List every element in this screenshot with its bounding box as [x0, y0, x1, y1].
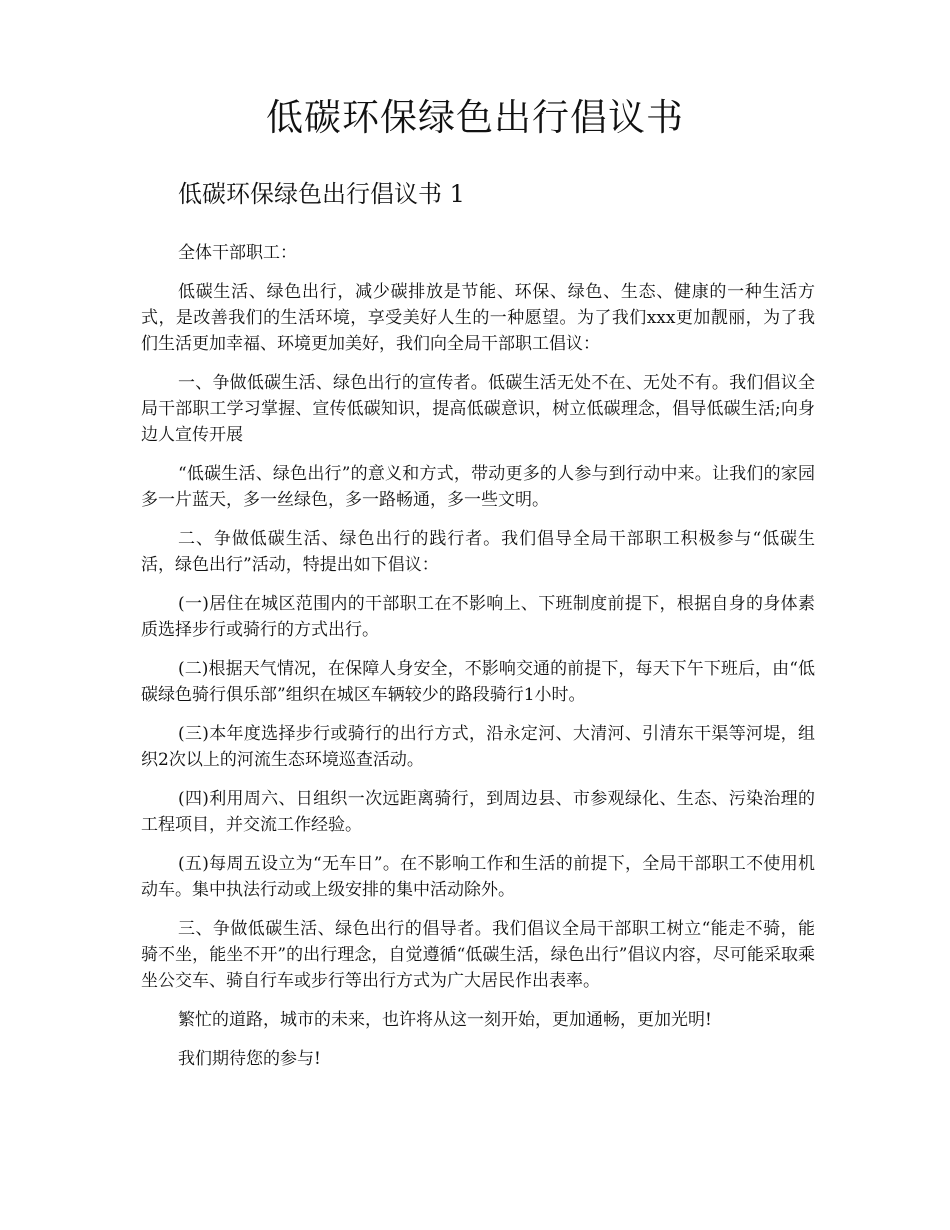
body-paragraph: 低碳生活、绿色出行，减少碳排放是节能、环保、绿色、生态、健康的一种生活方式，是改善我们的生活环境，享受美好人生的一种愿望。为了我们xxx更加靓丽，为了我们生活更加幸福、环境更加美好，我们向全局干部职工倡议：	[141, 282, 815, 354]
proposal-item: (四)利用周六、日组织一次远距离骑行，到周边县、市参观绿化、生态、污染治理的工程项目，并交流工作经验。	[141, 789, 815, 835]
body-paragraph: 一、争做低碳生活、绿色出行的宣传者。低碳生活无处不在、无处不有。我们倡议全局干部职工学习掌握、宣传低碳知识，提高低碳意识，树立低碳理念，倡导低碳生活;向身边人宣传开展	[141, 373, 815, 445]
document-title: 低碳环保绿色出行倡议书	[266, 96, 684, 139]
proposal-item: (二)根据天气情况，在保障人身安全，不影响交通的前提下，每天下午下班后，由“低碳绿色骑行俱乐部”组织在城区车辆较少的路段骑行1小时。	[141, 659, 815, 705]
body-paragraph: “低碳生活、绿色出行”的意义和方式，带动更多的人参与到行动中来。让我们的家园多一片蓝天，多一丝绿色，多一路畅通，多一些文明。	[141, 464, 815, 510]
proposal-item: (一)居住在城区范围内的干部职工在不影响上、下班制度前提下，根据自身的身体素质选择步行或骑行的方式出行。	[141, 594, 815, 640]
body-paragraph: 三、争做低碳生活、绿色出行的倡导者。我们倡议全局干部职工树立“能走不骑，能骑不坐，能坐不开”的出行理念，自觉遵循“低碳生活，绿色出行”倡议内容，尽可能采取乘坐公交车、骑自行车或步行等出行方式为广大居民作出表率。	[141, 919, 815, 991]
closing-paragraph: 我们期待您的参与!	[178, 1049, 321, 1069]
section-heading: 低碳环保绿色出行倡议书 1	[178, 180, 465, 208]
document-body	[141, 240, 815, 1085]
proposal-item: (五)每周五设立为“无车日”。在不影响工作和生活的前提下，全局干部职工不使用机动车。集中执法行动或上级安排的集中活动除外。	[141, 854, 815, 900]
body-paragraph: 二、争做低碳生活、绿色出行的践行者。我们倡导全局干部职工积极参与“低碳生活，绿色出行”活动，特提出如下倡议：	[141, 529, 815, 575]
proposal-item: (三)本年度选择步行或骑行的出行方式，沿永定河、大清河、引清东干渠等河堤，组织2次以上的河流生态环境巡查活动。	[141, 724, 815, 770]
salutation: 全体干部职工：	[178, 243, 297, 263]
closing-paragraph: 繁忙的道路，城市的未来，也许将从这一刻开始，更加通畅，更加光明!	[178, 1010, 712, 1030]
